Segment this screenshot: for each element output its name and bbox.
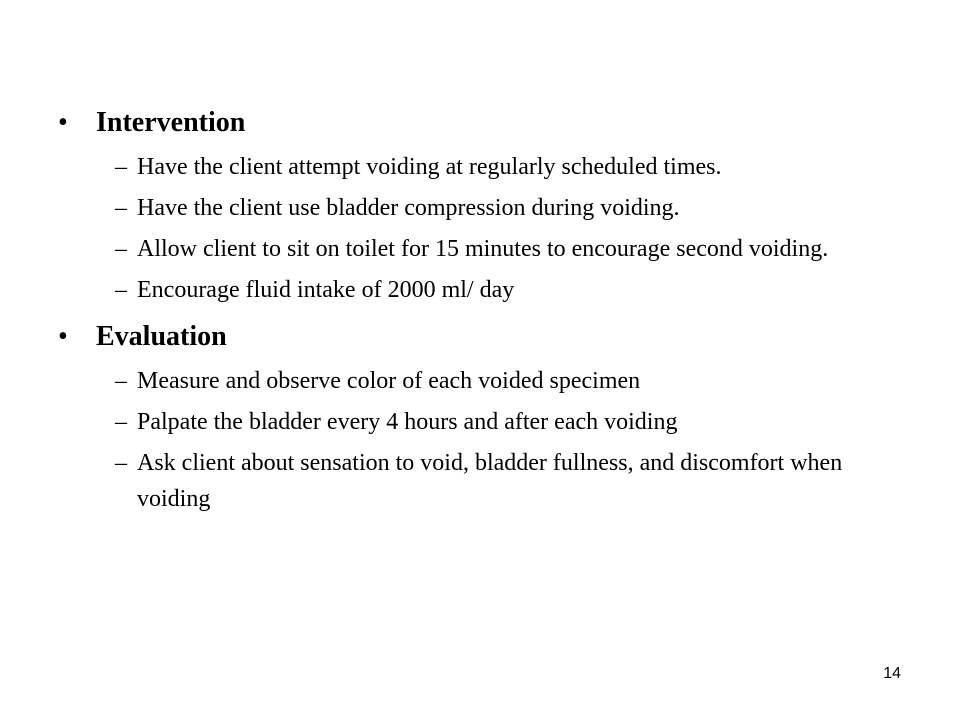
list-item-text: Ask client about sensation to void, bladder fullness, and discomfort when voiding [137, 450, 843, 512]
bullet-icon: • [58, 321, 68, 352]
section-evaluation [58, 317, 898, 517]
section-intervention [58, 103, 898, 308]
list-item-text: Have the client use bladder compression during voiding. [137, 195, 680, 221]
list-item-text: Encourage fluid intake of 2000 ml/ day [137, 277, 515, 303]
section-heading-row [58, 103, 898, 143]
list-item [58, 190, 898, 226]
list-item [58, 445, 898, 517]
section-heading: Intervention [96, 107, 246, 138]
list-item-text: Palpate the bladder every 4 hours and after each voiding [137, 409, 678, 435]
section-heading: Evaluation [96, 321, 227, 352]
list-item [58, 404, 898, 440]
slide-content [58, 103, 898, 522]
bullet-icon: • [58, 107, 68, 138]
list-item [58, 149, 898, 185]
list-item-text: Have the client attempt voiding at regularly scheduled times. [137, 154, 722, 180]
evaluation-list [58, 363, 898, 517]
dash-icon: – [115, 409, 127, 435]
page-number: 14 [883, 665, 901, 682]
list-item-text: Allow client to sit on toilet for 15 minutes to encourage second voiding. [137, 236, 829, 262]
list-item [58, 363, 898, 399]
list-item-text: Measure and observe color of each voided specimen [137, 368, 641, 394]
list-item [58, 272, 898, 308]
dash-icon: – [115, 277, 127, 303]
list-item [58, 231, 898, 267]
intervention-list [58, 149, 898, 308]
section-heading-row [58, 317, 898, 357]
dash-icon: – [115, 236, 127, 262]
dash-icon: – [115, 450, 127, 476]
dash-icon: – [115, 154, 127, 180]
dash-icon: – [115, 195, 127, 221]
dash-icon: – [115, 368, 127, 394]
